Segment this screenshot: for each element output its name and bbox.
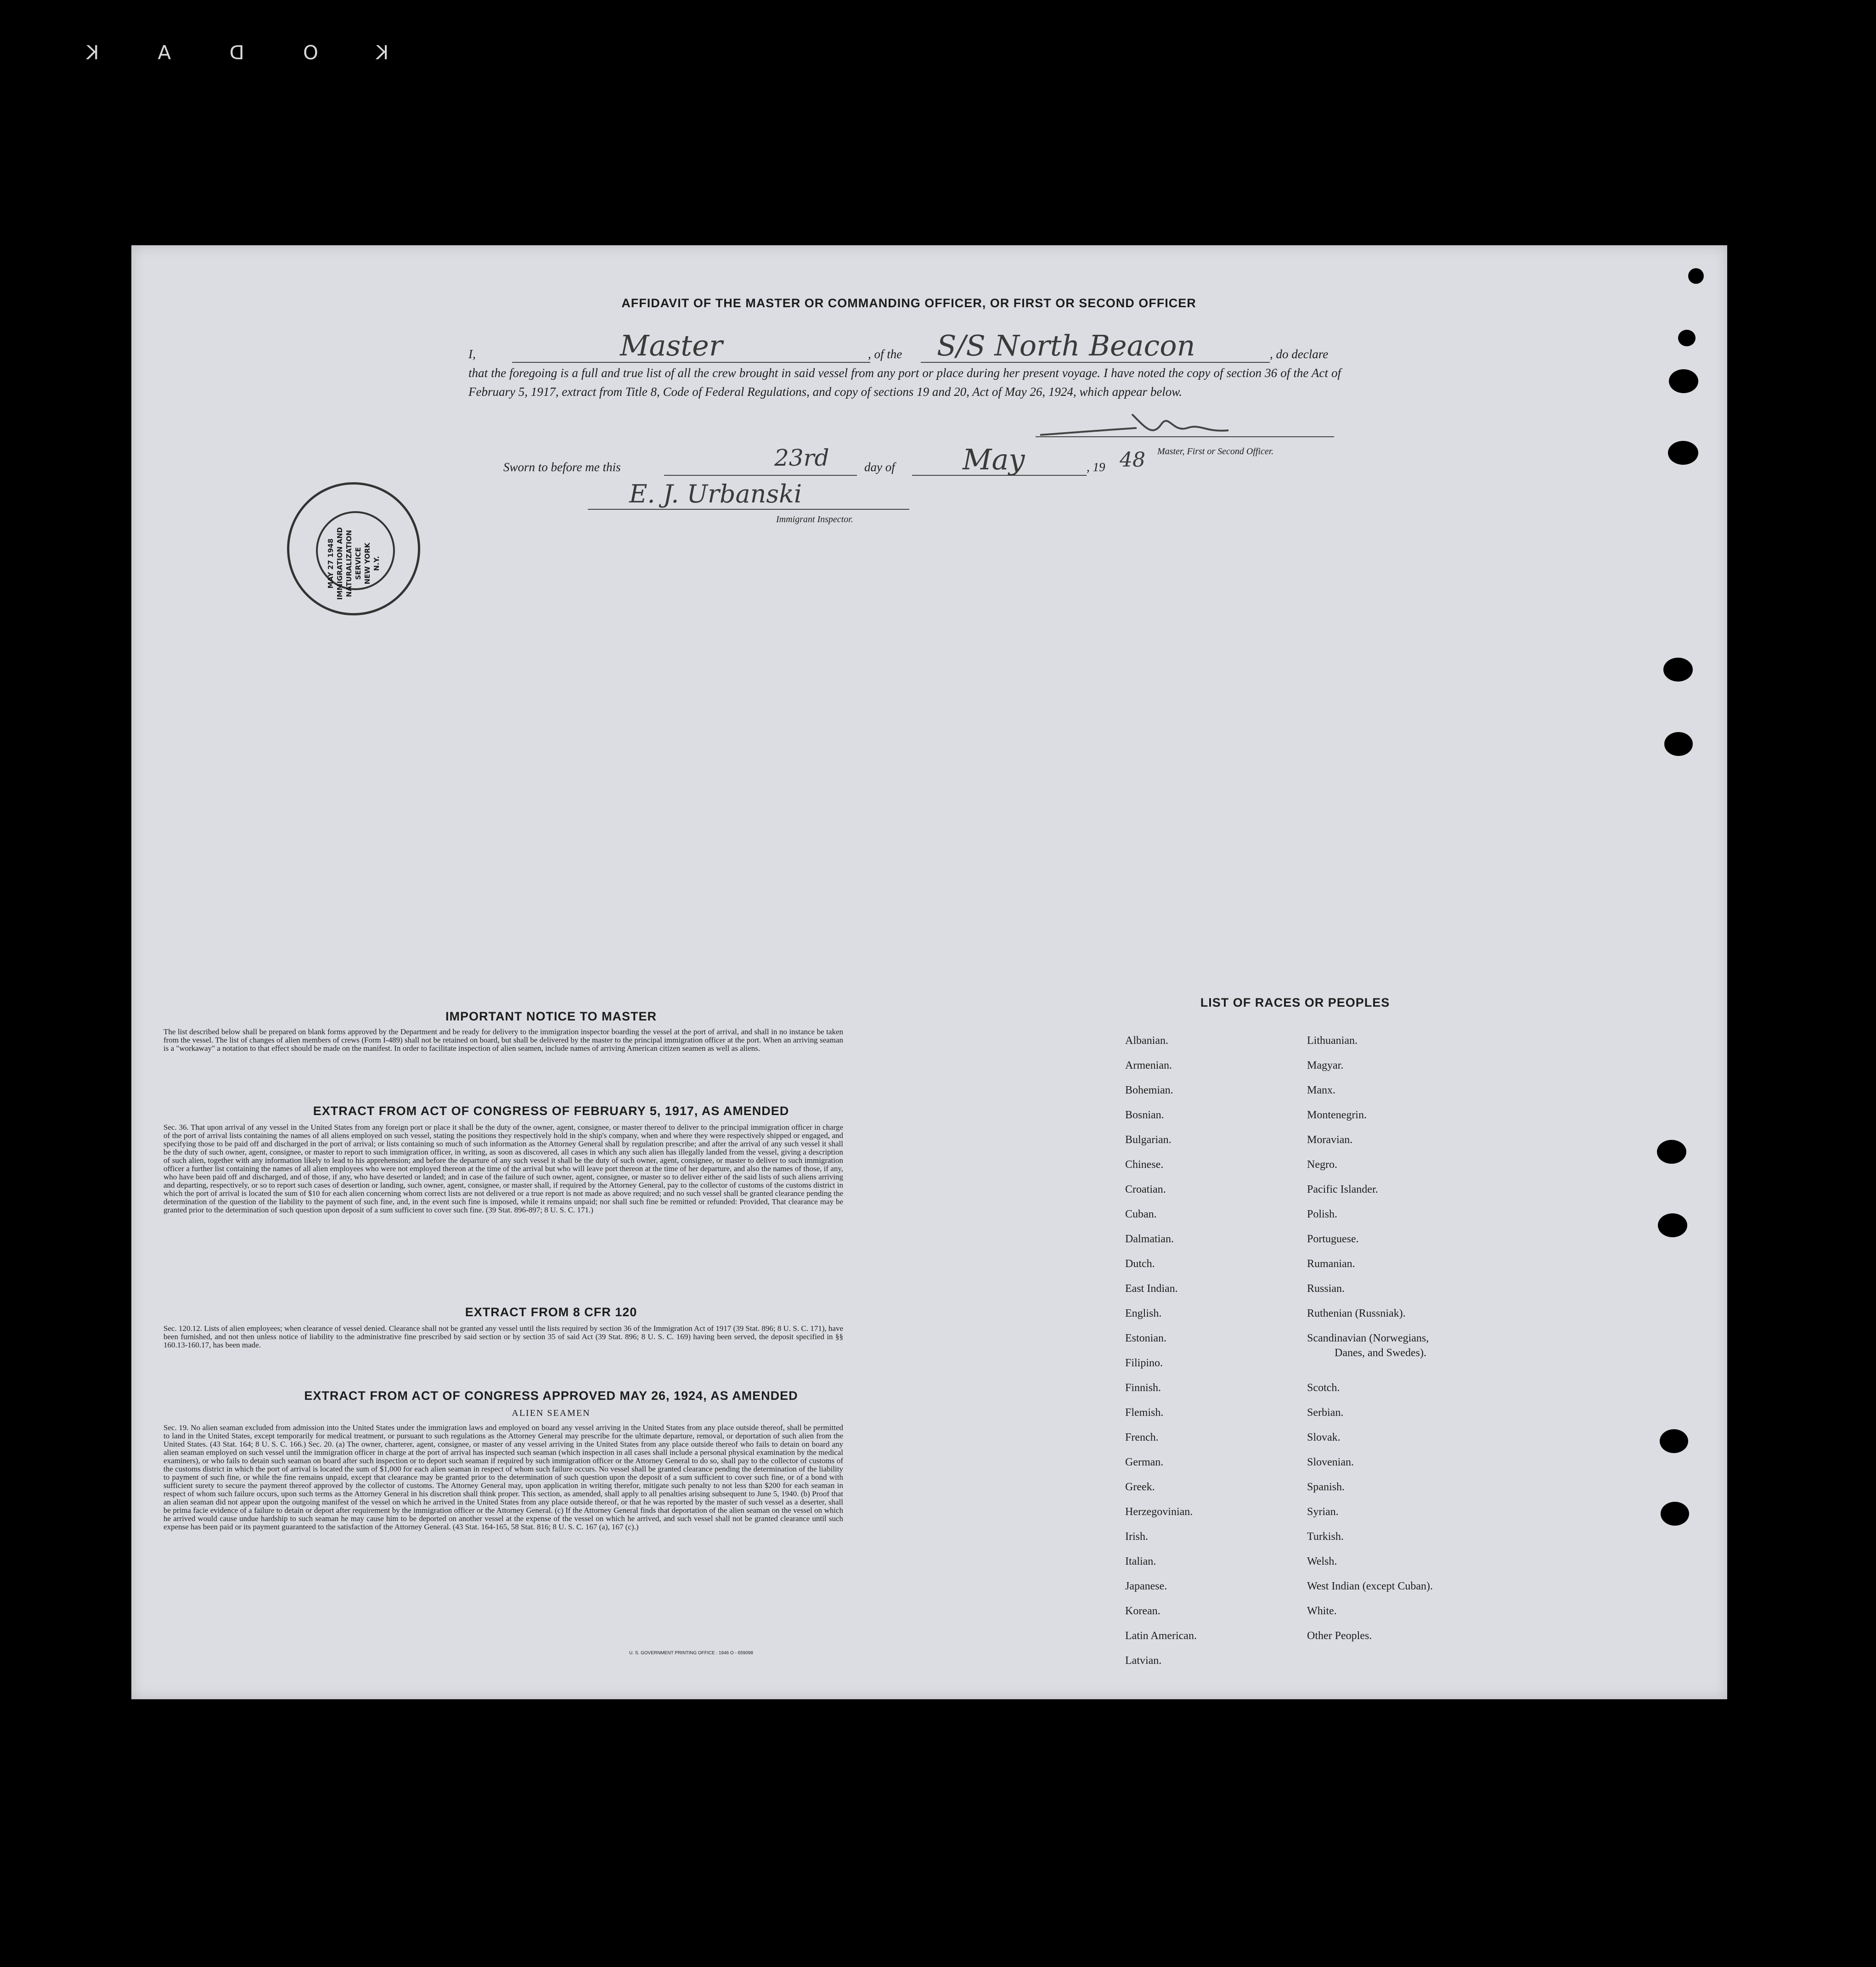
inspector-signature [588, 479, 909, 514]
act-1917-text: Sec. 36. That upon arrival of any vessel in the United States from any foreign port or place it shall be the duty of the owner, agent, consignee, or master thereof to deliver to the principal immigration officer in charge of the port of arrival lists containing the names of all aliens employed on such vessel, stating the positions they respectively hold in the ship's company, when and where they were respectively shipped or engaged, and specifying those to be paid off and discharged in the port of arrival; or lists containing so much of such information as the Attorney General shall by regulation prescribe; and after the arrival of any such vessel it shall be the duty of such owner, agent, consignee, or master to report to such immigration officer, in writing, as soon as discovered, all cases in which any such alien has illegally landed from the vessel, giving a description of such alien, together with any information likely to lead to his apprehension; and before the departure of any such vessel it shall be the duty of such owner, agent, consignee, or master to deliver to such immigration officer a further list containing the names of all alien employees who were not employed thereon at the time of the arrival but who will leave port thereon at the time of her departure, and also the names of those, if any, who have been paid off and discharged, and of those, if any, who have deserted or landed; and in case of the failure of such owner, agent, consignee, or master so to deliver either of the said lists of such aliens arriving and departing, respectively, or so to report such cases of desertion or landing, such owner, agent, consignee, or master shall, if required by the Attorney General, pay to the collector of customs of the customs district in which the port of arrival is located the sum of $10 for each alien concerning whom correct lists are not delivered or a true report is not made as above required; and no such vessel shall be granted clearance pending the determination of the question of the liability to the payment of such fine, and, in the event such fine is imposed, while it remains unpaid; nor shall such fine be remitted or refunded: Provided, That clearance may be granted prior to the determination of such question upon deposit of a sum sufficient to cover such fine. (39 Stat. 896-897; 8 U. S. C. 171.) [163, 1123, 843, 1214]
race-item: Finnish. [1125, 1382, 1161, 1394]
race-item: Spanish. [1307, 1481, 1345, 1493]
race-item: Magyar. [1307, 1060, 1344, 1071]
stamp-line: NEW YORK [363, 542, 372, 585]
race-item: Other Peoples. [1307, 1630, 1372, 1642]
act-1917-title: EXTRACT FROM ACT OF CONGRESS OF FEBRUARY 5, 1917, AS AMENDED [313, 1104, 789, 1118]
of-the-label: , of the [868, 347, 902, 361]
line1-start: I, [468, 347, 476, 361]
race-item: Slovak. [1307, 1432, 1341, 1443]
race-item: Welsh. [1307, 1556, 1337, 1567]
inspection-date-stamp [287, 482, 420, 615]
cfr-text: Sec. 120.12. Lists of alien employees; when clearance of vessel denied. Clearance shall not be granted any vessel until the lists required by section 36 of the Immigration Act of 1917 (39 Stat. 896; 8 U. S. C. 171), have been furnished, and not then unless notice of liability to the administrative fine prescribed by said section or by section 35 of said Act (39 Stat. 896; 8 U. S. C. 169) having been served, the deposit specified in §§ 160.13-160.17, has been made. [163, 1324, 843, 1349]
race-item: Portuguese. [1307, 1233, 1359, 1245]
punch-hole [1663, 658, 1693, 682]
race-item: Dalmatian. [1125, 1233, 1174, 1245]
race-item: Herzegovinian. [1125, 1506, 1193, 1518]
day-of-label: day of [864, 460, 895, 474]
races-left-column [1125, 1035, 1197, 1680]
sworn-prefix: Sworn to before me this [503, 460, 621, 474]
cfr-title: EXTRACT FROM 8 CFR 120 [465, 1305, 637, 1319]
year-handwriting: 48 [1120, 448, 1145, 472]
race-item: Armenian. [1125, 1060, 1172, 1071]
race-item: East Indian. [1125, 1283, 1178, 1295]
race-item: German. [1125, 1456, 1164, 1468]
race-item: Filipino. [1125, 1357, 1163, 1369]
affidavit-body: that the foregoing is a full and true list of all the crew brought in said vessel from any port or place during her present voyage. I have noted the copy of section 36 of the Act of February 5, 1917, extract from Title 8, Code of Federal Regulations, and copy of sections 19 and 20, Act of May 26, 1924, which appear below. [468, 366, 1341, 399]
race-item: Bohemian. [1125, 1084, 1173, 1096]
race-item: Scandinavian (Norwegians, [1307, 1332, 1429, 1344]
race-item: Scotch. [1307, 1382, 1340, 1394]
race-item: Syrian. [1307, 1506, 1339, 1518]
race-item: Japanese. [1125, 1580, 1167, 1592]
punch-hole [1664, 732, 1693, 756]
inspector-rule [588, 509, 909, 510]
race-item: Chinese. [1125, 1159, 1164, 1171]
race-item: Irish. [1125, 1531, 1148, 1543]
race-item: Dutch. [1125, 1258, 1155, 1270]
race-item: Estonian. [1125, 1332, 1166, 1344]
master-signature [1036, 410, 1334, 442]
race-item: Italian. [1125, 1556, 1156, 1567]
stamp-line: SERVICE [354, 547, 362, 580]
vessel-handwriting: S/S North Beacon [937, 329, 1195, 362]
stamp-line: NATURALIZATION [345, 530, 353, 597]
races-title: LIST OF RACES OR PEOPLES [1200, 996, 1390, 1009]
race-item: Rumanian. [1307, 1258, 1355, 1270]
punch-hole [1668, 441, 1698, 465]
races-right-column [1307, 1035, 1433, 1655]
act-1924-text: Sec. 19. No alien seaman excluded from admission into the United States under the immigration laws and employed on board any vessel arriving in the United States from any place outside thereof, shall be permitted to land in the United States, except temporarily for medical treatment, or pursuant to such regulations as the Attorney General may prescribe for the ultimate departure, removal, or deportation of such alien from the United States. (43 Stat. 164; 8 U. S. C. 166.) Sec. 20. (a) The owner, charterer, agent, consignee, or master of any vessel arriving in the United States from any place outside thereof who fails to detain on board any alien seaman employed on such vessel until the immigration officer in charge at the port of arrival has inspected such seaman (which inspection in all cases shall include a personal physical examination by the medical examiners), or who fails to detain such seaman on board after such inspection or to deport such seaman if required by such immigration officer or the Attorney General to do so, shall pay to the collector of customs of the customs district in which the port of arrival is located the sum of $1,000 for each alien seaman in respect of whom such failure occurs. No vessel shall be granted clearance pending the determination of the liability to payment of such fine, or while the fine remains unpaid, except that clearance may be granted prior to the determination of such question upon the deposit of a sum sufficient to cover such fine, or of a bond with sufficient surety to secure the payment thereof approved by the collector of customs. The Attorney General may, upon application in writing therefor, mitigate such penalty to not less than $200 for each seaman in respect of whom such failure occurs, upon such terms as the Attorney General in his discretion shall think proper. This section, as amended, shall apply to all penalties arising subsequent to June 5, 1940. (b) Proof that an alien seaman did not appear upon the outgoing manifest of the vessel on which he arrived in the United States from any place outside thereof, or that he was reported by the master of such vessel as a deserter, shall be prima facie evidence of a failure to detain or deport after requirement by the immigration officer or the Attorney General. (c) If the Attorney General finds that deportation of the alien seaman on the vessel on which he arrived would cause undue hardship to such seaman he may cause him to be deported on another vessel at the expense of the vessel on which he arrived, and such vessel shall not be granted clearance until such expense has been paid or its payment guaranteed to the satisfaction of the Attorney General. (43 Stat. 164-165, 58 Stat. 816; 8 U. S. C. 167 (a), 167 (c).) [163, 1423, 843, 1531]
officer-title-handwriting: Master [620, 329, 723, 362]
race-item: Danes, and Swedes). [1335, 1347, 1426, 1359]
act-1924-subtitle: ALIEN SEAMEN [512, 1408, 591, 1418]
race-item: Russian. [1307, 1283, 1345, 1295]
race-item: Croatian. [1125, 1184, 1166, 1195]
race-item: Korean. [1125, 1605, 1161, 1617]
race-item: White. [1307, 1605, 1337, 1617]
punch-hole [1661, 1502, 1689, 1526]
race-item: Turkish. [1307, 1531, 1344, 1543]
printer-note: U. S. GOVERNMENT PRINTING OFFICE : 1946 O - 659098 [629, 1651, 753, 1656]
race-item: Polish. [1307, 1208, 1338, 1220]
race-item: Ruthenian (Russniak). [1307, 1308, 1406, 1319]
race-item: Slovenian. [1307, 1456, 1354, 1468]
stamp-line: N.Y. [372, 556, 381, 571]
affidavit-title: AFFIDAVIT OF THE MASTER OR COMMANDING OFFICER, OR FIRST OR SECOND OFFICER [621, 296, 1196, 310]
punch-hole [1678, 330, 1696, 346]
race-item: Lithuanian. [1307, 1035, 1358, 1047]
race-item: Latvian. [1125, 1655, 1162, 1667]
stamp-text [326, 499, 381, 628]
punch-hole [1669, 369, 1698, 393]
day-handwriting: 23rd [774, 445, 829, 471]
race-item: Negro. [1307, 1159, 1337, 1171]
do-declare-label: , do declare [1270, 347, 1329, 361]
race-item: Flemish. [1125, 1407, 1164, 1419]
race-item: Greek. [1125, 1481, 1155, 1493]
affidavit-line1 [468, 329, 1341, 366]
race-item: Serbian. [1307, 1407, 1344, 1419]
race-item: Latin American. [1125, 1630, 1197, 1642]
punch-hole [1688, 268, 1704, 284]
race-item: Bulgarian. [1125, 1134, 1172, 1146]
day-rule [664, 475, 857, 476]
stamp-date: MAY 27 1948 [327, 538, 335, 589]
race-item: Albanian. [1125, 1035, 1168, 1047]
punch-hole [1658, 1213, 1687, 1237]
punch-hole [1657, 1140, 1686, 1164]
race-item: English. [1125, 1308, 1162, 1319]
month-handwriting: May [963, 443, 1025, 476]
race-item: Moravian. [1307, 1134, 1353, 1146]
signature-caption: Master, First or Second Officer. [1157, 446, 1274, 457]
film-edge-label: KODAK [28, 41, 389, 64]
race-item: Bosnian. [1125, 1109, 1164, 1121]
notice-text: The list described below shall be prepared on blank forms approved by the Department and be ready for delivery to the immigration inspector boarding the vessel at the port of arrival, and shall in no instance be taken from the vessel. The list of changes of alien members of crews (Form I-489) shall not be retained on board, but shall be delivered by the master to the principal immigration officer at the port. When an arriving seaman is a "workaway" a notation to that effect should be made on the manifest. In order to facilitate inspection of alien seamen, include names of arriving American citizen seamen as well as aliens. [163, 1027, 843, 1053]
inspector-caption: Immigrant Inspector. [776, 514, 853, 524]
act-1924-title: EXTRACT FROM ACT OF CONGRESS APPROVED MAY 26, 1924, AS AMENDED [304, 1389, 798, 1403]
race-item: West Indian (except Cuban). [1307, 1580, 1433, 1592]
signature-scribble-icon [1036, 410, 1334, 442]
inspector-handwriting: E. J. Urbanski [629, 479, 802, 508]
race-item: Montenegrin. [1307, 1109, 1367, 1121]
race-item: Cuban. [1125, 1208, 1157, 1220]
stamp-line: IMMIGRATION AND [336, 527, 344, 600]
punch-hole [1660, 1429, 1688, 1453]
year-prefix: , 19 [1087, 460, 1105, 474]
sworn-line [503, 443, 1155, 480]
race-item: Manx. [1307, 1084, 1335, 1096]
notice-title: IMPORTANT NOTICE TO MASTER [445, 1009, 657, 1023]
race-item: Pacific Islander. [1307, 1184, 1378, 1195]
race-item: French. [1125, 1432, 1159, 1443]
